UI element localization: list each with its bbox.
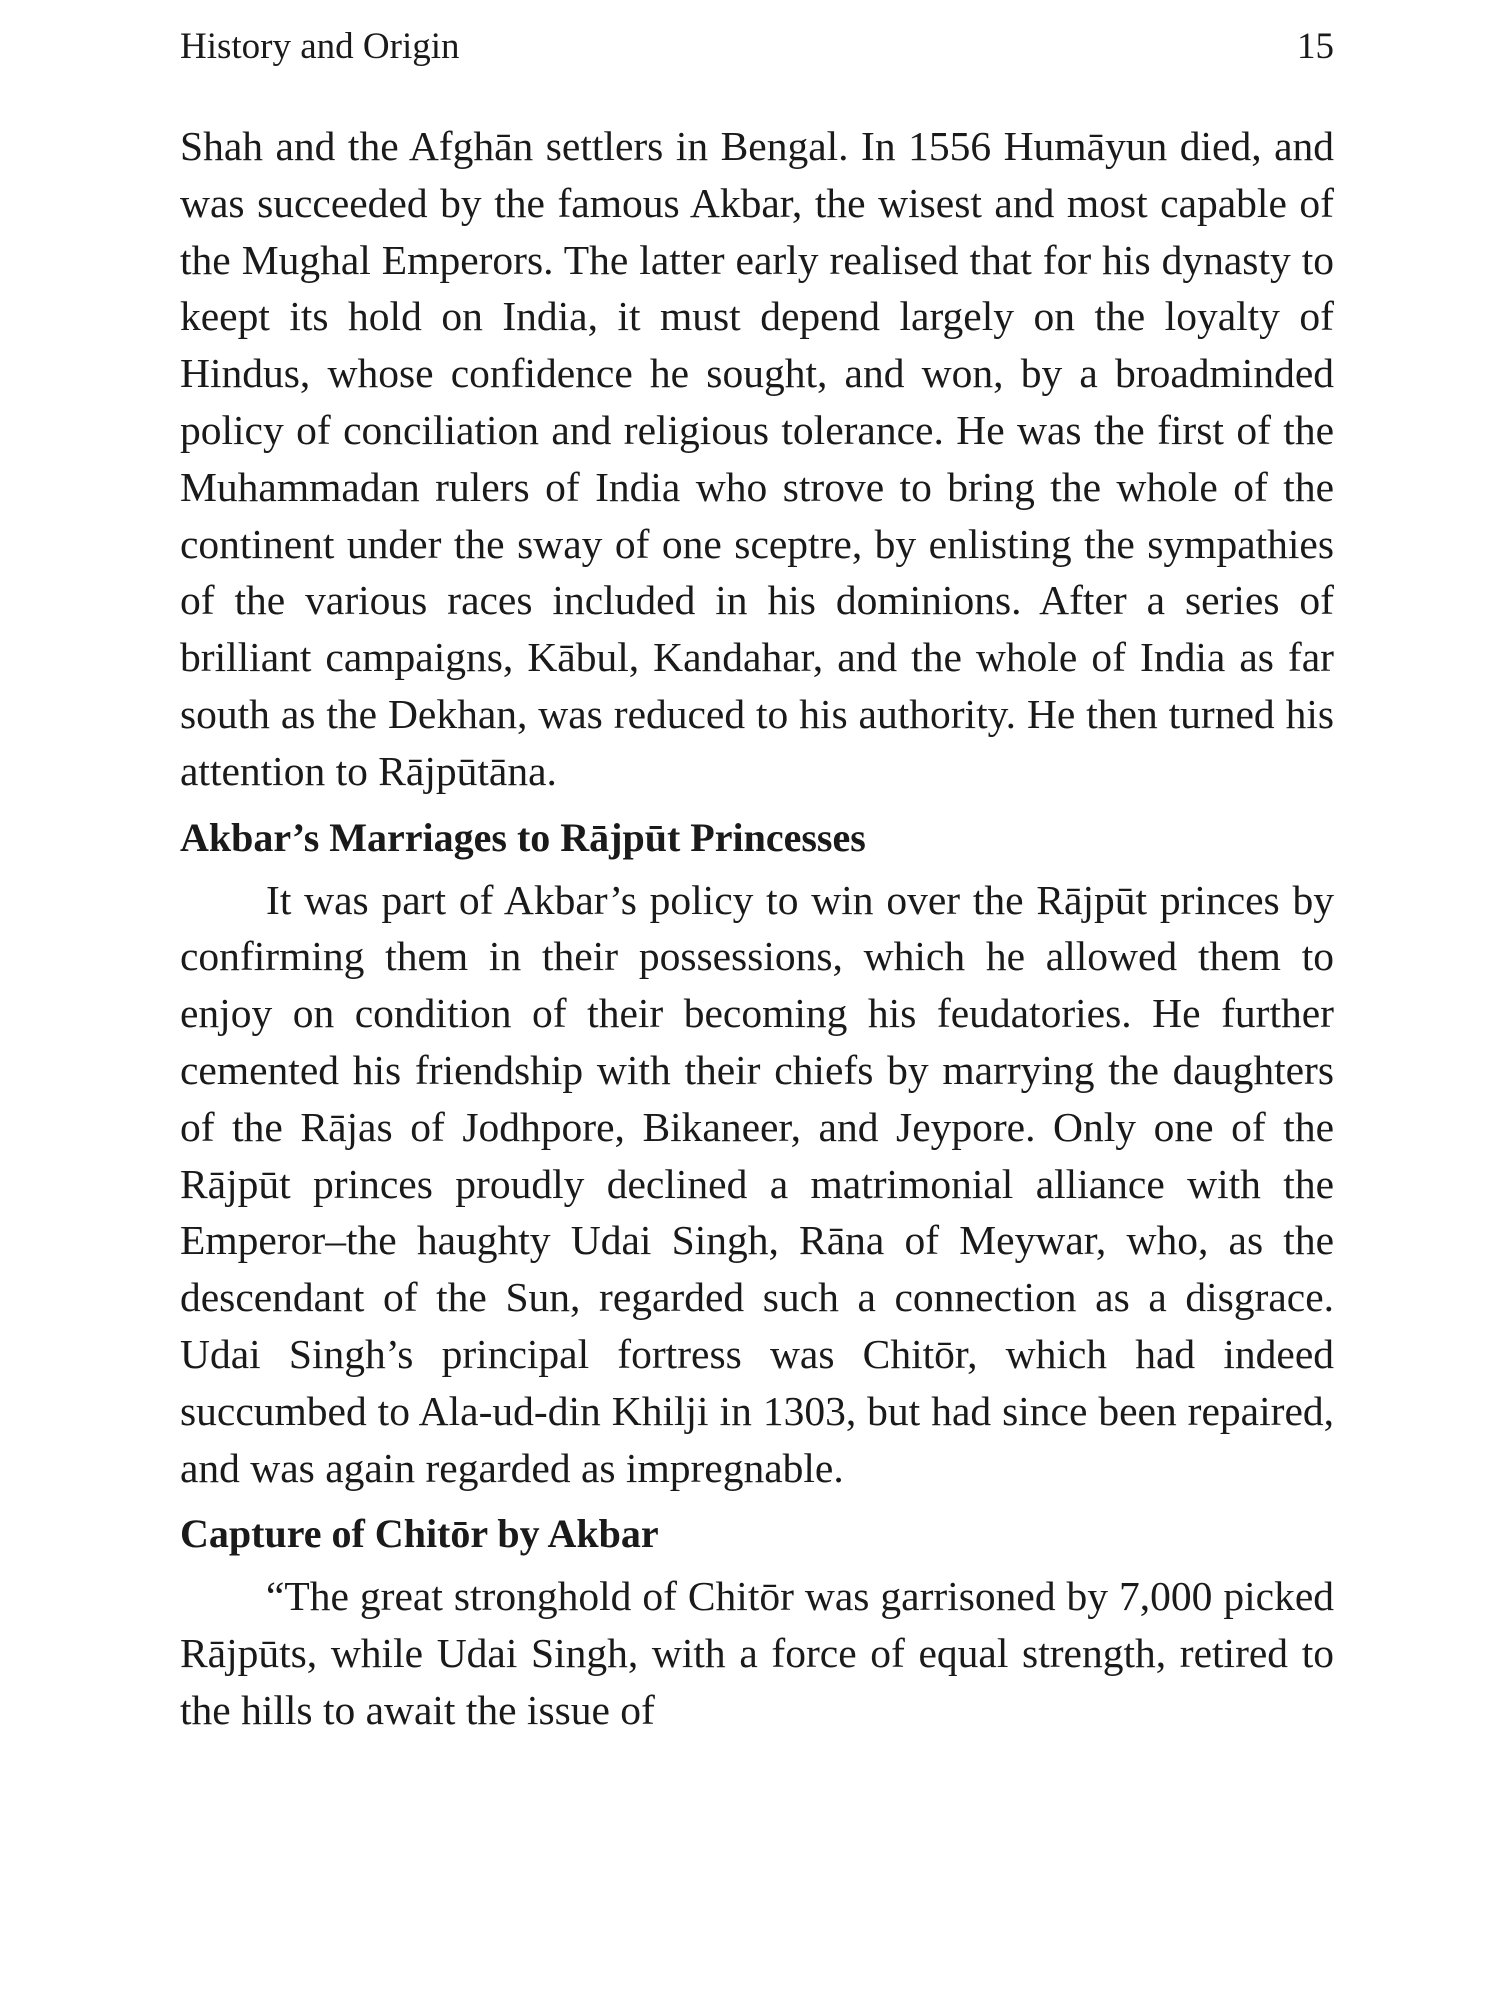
paragraph-continued: Shah and the Afghān settlers in Bengal. In 1556 Humāyun died, and was succeeded by the famous Akbar, the wisest and most capable of the Mughal Emperors. The latter early realised that for his dynasty to keept its hold on India, it must depend largely on the loyalty of Hindus, whose confidence he sought, and won, by a broadminded policy of conciliation and religious tolerance. He was the first of the Muhammadan rulers of India who strove to bring the whole of the continent under the sway of one sceptre, by enlisting the sympathies of the various races included in his dominions. After a series of brilliant campaigns, Kābul, Kandahar, and the whole of India as far south as the Dekhan, was reduced to his authority. He then turned his attention to Rājpūtāna. [180,123,1334,794]
section-heading-capture: Capture of Chitōr by Akbar [180,1511,659,1557]
section-paragraph-marriages: It was part of Akbar’s policy to win over the Rājpūt princes by confirming them in their possessions, which he allowed them to enjoy on condition of their becoming his feudatories. He further cemented his friendship with their chiefs by marrying the daughters of the Rājas of Jodhpore, Bikaneer, and Jeypore. Only one of the Rājpūt princes proudly declined a matrimonial alliance with the Emperor–the haughty Udai Singh, Rāna of Meywar, who, as the descendant of the Sun, regarded such a connection as a disgrace. Udai Singh’s principal fortress was Chitōr, which had indeed succumbed to Ala-ud-din Khilji in 1303, but had since been repaired, and was again regarded as impregnable. [180,876,1334,1491]
running-head [180,24,1334,70]
section-paragraph-capture: “The great stronghold of Chitōr was garrisoned by 7,000 picked Rājpūts, while Udai Singh, with a force of equal strength, retired to the hills to await the issue of [180,1573,1334,1733]
body-text [180,118,1334,1739]
section-heading-marriages: Akbar’s Marriages to Rājpūt Princesses [180,814,866,860]
page-number: 15 [1297,26,1334,67]
running-title: History and Origin [180,26,460,67]
